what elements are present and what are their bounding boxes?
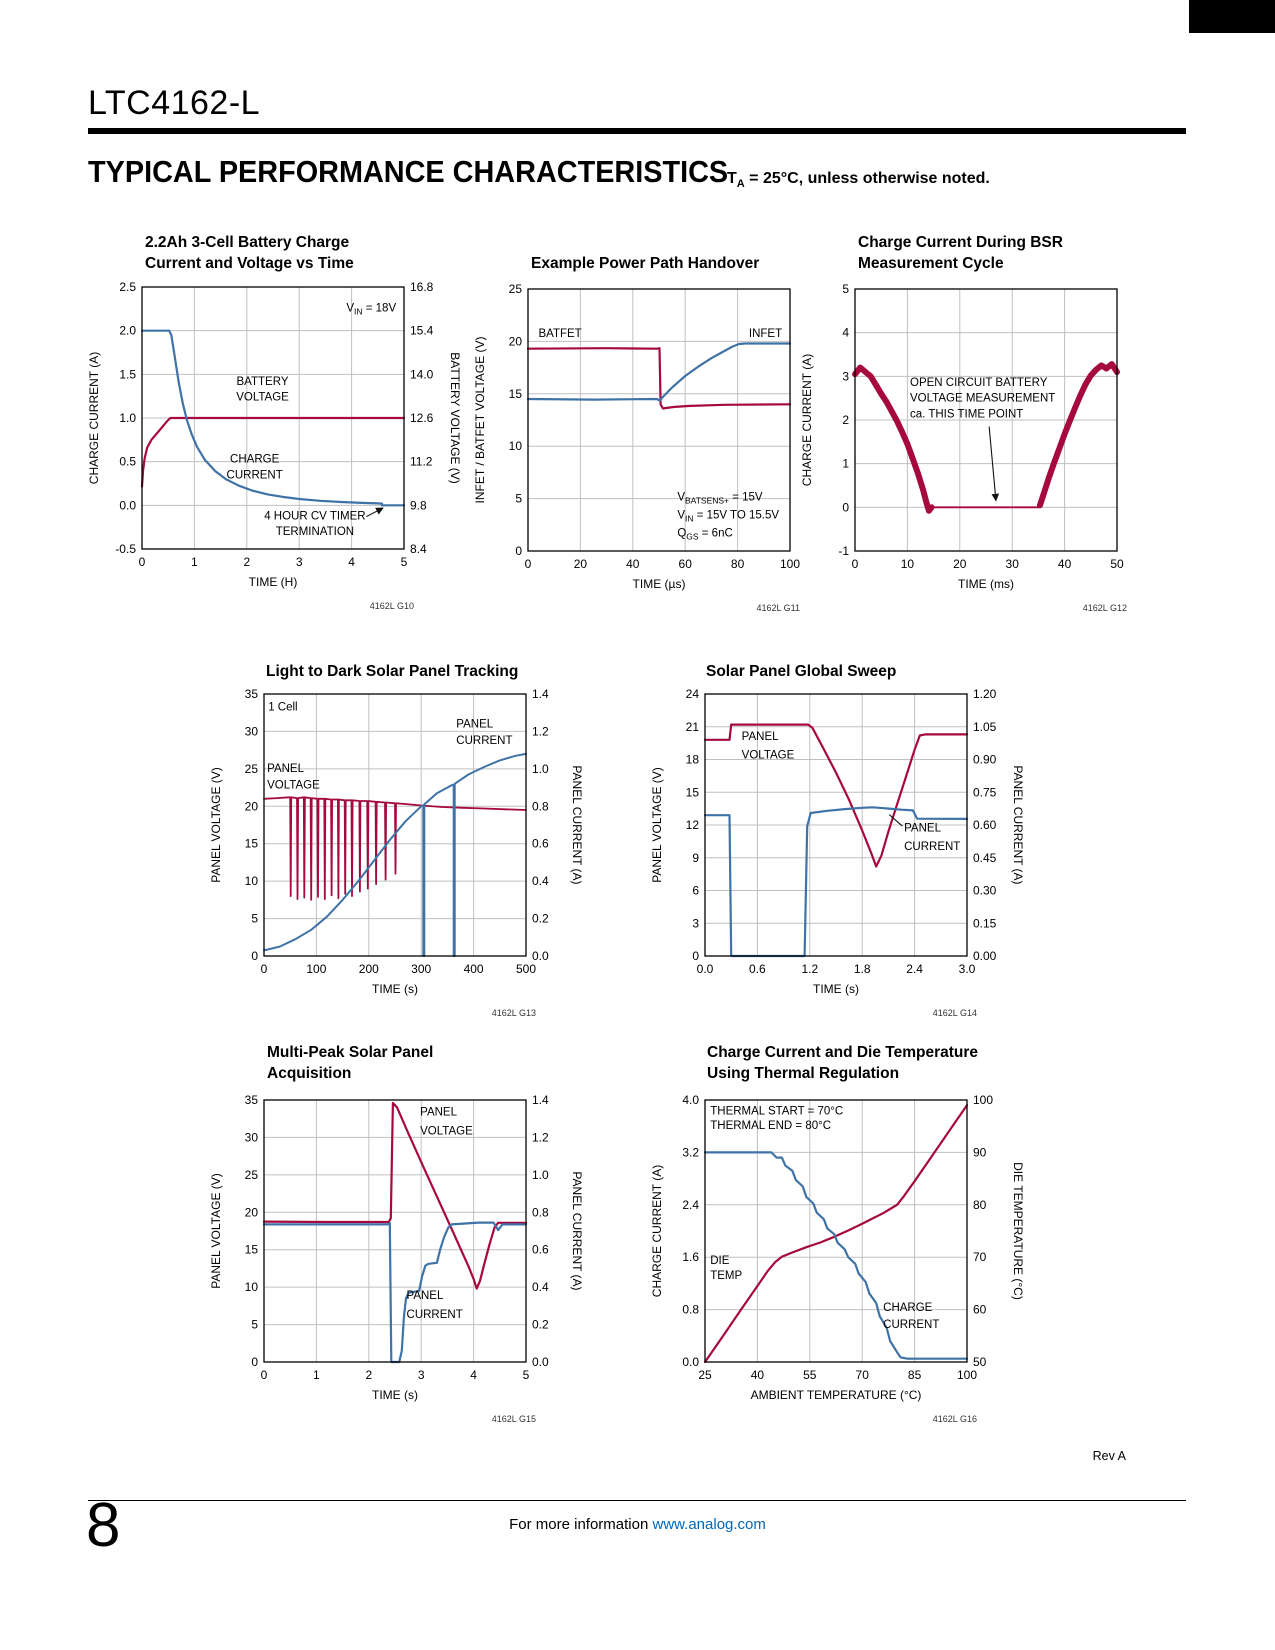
svg-text:15: 15 [508, 386, 522, 401]
condition-text: = 25°C, unless otherwise noted. [744, 170, 990, 187]
svg-text:CURRENT: CURRENT [226, 469, 283, 482]
chart-g13-title: Light to Dark Solar Panel Tracking [266, 663, 519, 680]
chart-g14-title: Solar Panel Global Sweep [706, 663, 897, 680]
svg-text:30: 30 [244, 1130, 258, 1145]
footer-text: For more information [509, 1516, 653, 1533]
svg-text:VIN = 15V TO 15.5V: $V_{IN} = 15V$ TO 15.5V [677, 509, 780, 524]
svg-text:THERMAL START = 70°C: THERMAL START = 70°C [710, 1105, 844, 1118]
svg-text:4162L G12: 4162L G12 [1082, 603, 1127, 613]
svg-text:TIME (s): TIME (s) [372, 982, 418, 996]
svg-text:CURRENT: CURRENT [883, 1318, 940, 1331]
chart-g12-title: Charge Current During BSR Measurement Cycle [858, 234, 1063, 272]
svg-text:25: 25 [698, 1368, 712, 1382]
svg-text:BATFET: BATFET [538, 328, 582, 341]
svg-text:3: 3 [692, 916, 699, 931]
svg-text:3.0: 3.0 [958, 962, 976, 976]
svg-text:PANEL: PANEL [456, 718, 494, 731]
svg-text:BATTERY: BATTERY [236, 375, 289, 388]
svg-text:5: 5 [400, 555, 408, 569]
svg-text:0.4: 0.4 [532, 874, 549, 889]
svg-text:10: 10 [900, 557, 915, 571]
condition-symbol: T [727, 170, 737, 187]
svg-text:50: 50 [973, 1355, 987, 1369]
svg-text:60: 60 [678, 557, 692, 571]
svg-text:TIME (H): TIME (H) [248, 575, 298, 589]
svg-text:4162L G15: 4162L G15 [491, 1414, 536, 1424]
svg-text:0.8: 0.8 [682, 1302, 699, 1317]
svg-text:0: 0 [851, 557, 859, 571]
svg-text:12: 12 [685, 818, 699, 832]
svg-text:100: 100 [779, 557, 801, 571]
svg-text:25: 25 [244, 1167, 258, 1182]
page-number: 8 [86, 1491, 121, 1560]
svg-text:1.5: 1.5 [119, 367, 136, 382]
svg-text:0.4: 0.4 [532, 1280, 549, 1295]
svg-text:VIN = 18V: $V_{IN} = 18V$ [346, 302, 397, 317]
svg-text:0.90: 0.90 [973, 752, 997, 767]
svg-text:40: 40 [626, 557, 640, 571]
svg-text:1.8: 1.8 [853, 962, 871, 976]
svg-text:9: 9 [692, 850, 699, 865]
svg-text:CHARGE CURRENT (A): CHARGE CURRENT (A) [800, 353, 814, 487]
svg-text:PANEL: PANEL [741, 730, 779, 743]
svg-text:-0.5: -0.5 [115, 542, 136, 556]
svg-text:1.2: 1.2 [532, 1130, 549, 1145]
svg-text:16.8: 16.8 [410, 280, 434, 294]
svg-text:VOLTAGE: VOLTAGE [420, 1125, 473, 1138]
svg-text:20: 20 [244, 799, 258, 814]
svg-text:1.0: 1.0 [532, 1167, 549, 1182]
svg-text:2.5: 2.5 [119, 280, 136, 294]
svg-text:14.0: 14.0 [410, 367, 434, 382]
svg-text:CURRENT: CURRENT [904, 841, 961, 854]
svg-text:CHARGE: CHARGE [883, 1301, 933, 1314]
svg-text:80: 80 [730, 557, 745, 571]
svg-text:PANEL CURRENT (A): PANEL CURRENT (A) [570, 1171, 584, 1291]
svg-text:PANEL: PANEL [406, 1290, 444, 1303]
svg-text:DIE TEMPERATURE (°C): DIE TEMPERATURE (°C) [1011, 1162, 1025, 1300]
svg-text:90: 90 [973, 1145, 987, 1160]
svg-text:0: 0 [842, 500, 849, 515]
chart-g15-title: Multi-Peak Solar Panel Acquisition [267, 1044, 434, 1082]
svg-text:0: 0 [251, 949, 258, 963]
svg-text:0.2: 0.2 [532, 1317, 549, 1332]
svg-text:PANEL VOLTAGE (V): PANEL VOLTAGE (V) [209, 767, 223, 883]
svg-text:2.4: 2.4 [906, 962, 923, 976]
svg-text:8.4: 8.4 [410, 542, 427, 556]
svg-text:3.2: 3.2 [682, 1145, 699, 1160]
corner-tab [1189, 0, 1275, 33]
svg-text:1.0: 1.0 [532, 761, 549, 776]
svg-text:0.0: 0.0 [696, 962, 714, 976]
svg-text:TIME (s): TIME (s) [372, 1388, 418, 1402]
revision-label: Rev A [1092, 1449, 1126, 1463]
svg-text:10: 10 [508, 439, 522, 454]
svg-text:1.4: 1.4 [532, 687, 549, 701]
svg-text:200: 200 [358, 962, 379, 976]
svg-text:CHARGE: CHARGE [230, 453, 280, 466]
svg-text:PANEL: PANEL [420, 1106, 458, 1119]
svg-text:5: 5 [251, 1317, 258, 1332]
svg-text:0.6: 0.6 [749, 962, 766, 976]
chart-g16-title: Charge Current and Die Temperature Using Thermal Regulation [707, 1044, 979, 1082]
svg-text:4.0: 4.0 [682, 1093, 699, 1107]
svg-text:TERMINATION: TERMINATION [275, 526, 355, 539]
svg-text:12.6: 12.6 [410, 411, 434, 425]
svg-text:0: 0 [692, 949, 699, 963]
svg-text:15: 15 [244, 836, 258, 851]
svg-text:70: 70 [973, 1250, 987, 1265]
chart-g15 [206, 1088, 586, 1425]
svg-text:50: 50 [1110, 557, 1124, 571]
svg-text:0.0: 0.0 [119, 498, 136, 513]
svg-text:40: 40 [750, 1368, 765, 1382]
svg-text:4 HOUR CV TIMER: 4 HOUR CV TIMER [264, 510, 366, 523]
svg-text:85: 85 [907, 1368, 922, 1382]
chart-g13 [206, 682, 586, 1019]
svg-text:0.45: 0.45 [973, 850, 997, 865]
svg-text:100: 100 [973, 1093, 994, 1107]
svg-text:25: 25 [508, 282, 522, 296]
svg-text:2: 2 [243, 555, 251, 569]
svg-text:20: 20 [573, 557, 588, 571]
svg-text:10: 10 [244, 874, 258, 889]
svg-text:80: 80 [973, 1197, 987, 1212]
svg-text:15: 15 [685, 785, 699, 800]
header-rule [88, 128, 1186, 134]
svg-text:0.0: 0.0 [532, 949, 549, 963]
test-condition [727, 170, 990, 190]
svg-text:15: 15 [244, 1242, 258, 1257]
svg-text:2: 2 [365, 1368, 373, 1382]
svg-text:30: 30 [244, 724, 258, 739]
svg-text:1: 1 [842, 456, 849, 471]
svg-text:400: 400 [463, 962, 484, 976]
svg-text:0: 0 [260, 962, 268, 976]
svg-text:PANEL VOLTAGE (V): PANEL VOLTAGE (V) [209, 1173, 223, 1289]
svg-text:0.5: 0.5 [119, 454, 136, 469]
svg-text:0: 0 [260, 1368, 268, 1382]
svg-text:500: 500 [515, 962, 537, 976]
svg-text:4162L G11: 4162L G11 [756, 603, 800, 613]
svg-text:1.20: 1.20 [973, 687, 997, 701]
svg-text:0.00: 0.00 [973, 949, 997, 963]
svg-text:0.8: 0.8 [532, 1205, 549, 1220]
svg-text:1.0: 1.0 [119, 411, 136, 425]
chart-g14 [647, 682, 1027, 1019]
svg-text:4: 4 [842, 325, 849, 340]
svg-text:INFET: INFET [748, 328, 783, 341]
svg-text:35: 35 [244, 1093, 258, 1107]
svg-text:1.6: 1.6 [682, 1250, 699, 1265]
chart-g10 [84, 275, 464, 612]
svg-text:5: 5 [522, 1368, 530, 1382]
footer-note [0, 1516, 1275, 1533]
svg-text:30: 30 [1005, 557, 1019, 571]
svg-text:ca. THIS TIME POINT: ca. THIS TIME POINT [910, 408, 1024, 421]
svg-text:6: 6 [692, 883, 699, 898]
analog-link[interactable]: www.analog.com [652, 1516, 766, 1533]
svg-text:0: 0 [524, 557, 532, 571]
chart-g16 [647, 1088, 1027, 1425]
svg-text:25: 25 [244, 761, 258, 776]
svg-text:5: 5 [251, 911, 258, 926]
svg-text:CURRENT: CURRENT [406, 1308, 463, 1321]
svg-text:4: 4 [470, 1368, 477, 1382]
svg-text:4: 4 [348, 555, 355, 569]
svg-text:1 Cell: 1 Cell [268, 701, 298, 714]
svg-text:20: 20 [953, 557, 967, 571]
svg-text:35: 35 [244, 687, 258, 701]
svg-text:1.2: 1.2 [801, 962, 819, 976]
svg-text:OPEN CIRCUIT BATTERY: OPEN CIRCUIT BATTERY [910, 376, 1048, 389]
svg-text:3: 3 [842, 369, 849, 384]
svg-text:0.6: 0.6 [532, 836, 549, 851]
svg-text:CHARGE CURRENT (A): CHARGE CURRENT (A) [87, 351, 101, 485]
section-title: TYPICAL PERFORMANCE CHARACTERISTICS [88, 154, 729, 189]
svg-text:11.2: 11.2 [410, 454, 433, 469]
svg-text:TIME (ms): TIME (ms) [958, 577, 1014, 591]
svg-text:21: 21 [685, 719, 699, 734]
chart-g11 [470, 277, 850, 614]
svg-text:INFET / BATFET VOLTAGE (V): INFET / BATFET VOLTAGE (V) [473, 336, 487, 504]
svg-text:0.8: 0.8 [532, 799, 549, 814]
svg-text:TIME (s): TIME (s) [813, 982, 859, 996]
svg-text:0.75: 0.75 [973, 785, 997, 800]
svg-text:3: 3 [295, 555, 303, 569]
svg-text:0.60: 0.60 [973, 818, 997, 832]
svg-text:10: 10 [244, 1280, 258, 1295]
svg-text:VBATSENS+ = 15V: $V_{BATSENS+} = 15V$ [677, 491, 763, 506]
svg-text:1: 1 [313, 1368, 320, 1382]
svg-text:300: 300 [411, 962, 432, 976]
svg-text:PANEL CURRENT (A): PANEL CURRENT (A) [1011, 765, 1025, 885]
svg-text:1: 1 [191, 555, 198, 569]
svg-text:4162L G14: 4162L G14 [932, 1008, 977, 1018]
svg-text:0.0: 0.0 [682, 1355, 699, 1369]
svg-text:5: 5 [842, 282, 849, 296]
svg-text:0.15: 0.15 [973, 916, 997, 931]
chart-g10-title: 2.2Ah 3-Cell Battery Charge Current and Voltage vs Time [145, 234, 354, 272]
chart-g12 [797, 277, 1177, 614]
svg-text:0: 0 [138, 555, 146, 569]
svg-text:20: 20 [508, 334, 522, 349]
svg-text:1.2: 1.2 [532, 724, 549, 739]
svg-text:VOLTAGE: VOLTAGE [236, 391, 289, 404]
footer-rule [88, 1500, 1186, 1501]
svg-text:0.0: 0.0 [532, 1355, 549, 1369]
svg-text:0: 0 [515, 544, 522, 558]
svg-text:70: 70 [855, 1368, 869, 1382]
svg-text:PANEL: PANEL [904, 822, 941, 835]
svg-text:40: 40 [1057, 557, 1072, 571]
svg-text:3: 3 [417, 1368, 425, 1382]
svg-text:VOLTAGE MEASUREMENT: VOLTAGE MEASUREMENT [910, 392, 1056, 405]
svg-text:0.2: 0.2 [532, 911, 549, 926]
svg-text:100: 100 [956, 1368, 978, 1382]
svg-text:1.4: 1.4 [532, 1093, 549, 1107]
svg-text:18: 18 [685, 752, 699, 767]
svg-text:CHARGE CURRENT (A): CHARGE CURRENT (A) [650, 1164, 664, 1298]
svg-text:24: 24 [685, 687, 699, 701]
svg-text:2: 2 [842, 413, 849, 427]
svg-text:VOLTAGE: VOLTAGE [741, 749, 795, 762]
svg-text:AMBIENT TEMPERATURE (°C): AMBIENT TEMPERATURE (°C) [750, 1388, 922, 1402]
svg-text:0.30: 0.30 [973, 883, 997, 898]
svg-text:5: 5 [515, 491, 522, 506]
svg-text:PANEL CURRENT (A): PANEL CURRENT (A) [570, 765, 584, 885]
svg-text:-1: -1 [838, 544, 849, 558]
svg-text:PANEL: PANEL [267, 762, 305, 775]
svg-text:TIME (µs): TIME (µs) [632, 577, 686, 591]
part-number: LTC4162-L [88, 84, 261, 122]
svg-text:BATTERY VOLTAGE (V): BATTERY VOLTAGE (V) [448, 352, 462, 484]
svg-text:QGS = 6nC: $Q_{GS} = 6nC$ [677, 527, 733, 542]
svg-text:VOLTAGE: VOLTAGE [267, 779, 320, 792]
svg-text:4162L G13: 4162L G13 [491, 1008, 536, 1018]
svg-text:1.05: 1.05 [973, 719, 997, 734]
svg-text:9.8: 9.8 [410, 498, 427, 513]
svg-text:15.4: 15.4 [410, 323, 434, 338]
svg-text:PANEL VOLTAGE (V): PANEL VOLTAGE (V) [650, 767, 664, 883]
svg-text:55: 55 [803, 1368, 817, 1382]
chart-g11-title: Example Power Path Handover [531, 255, 760, 272]
svg-text:20: 20 [244, 1205, 258, 1220]
svg-text:CURRENT: CURRENT [456, 735, 513, 748]
svg-text:60: 60 [973, 1302, 987, 1317]
svg-text:2.0: 2.0 [119, 323, 136, 338]
svg-text:THERMAL END = 80°C: THERMAL END = 80°C [710, 1119, 832, 1132]
svg-text:DIE: DIE [710, 1254, 730, 1267]
svg-text:4162L G16: 4162L G16 [932, 1414, 977, 1424]
svg-text:2.4: 2.4 [682, 1197, 699, 1212]
svg-text:0: 0 [251, 1355, 258, 1369]
svg-text:TEMP: TEMP [710, 1269, 743, 1282]
svg-text:0.6: 0.6 [532, 1242, 549, 1257]
condition-subscript: A [736, 178, 745, 191]
svg-text:4162L G10: 4162L G10 [369, 601, 414, 611]
svg-text:100: 100 [306, 962, 327, 976]
